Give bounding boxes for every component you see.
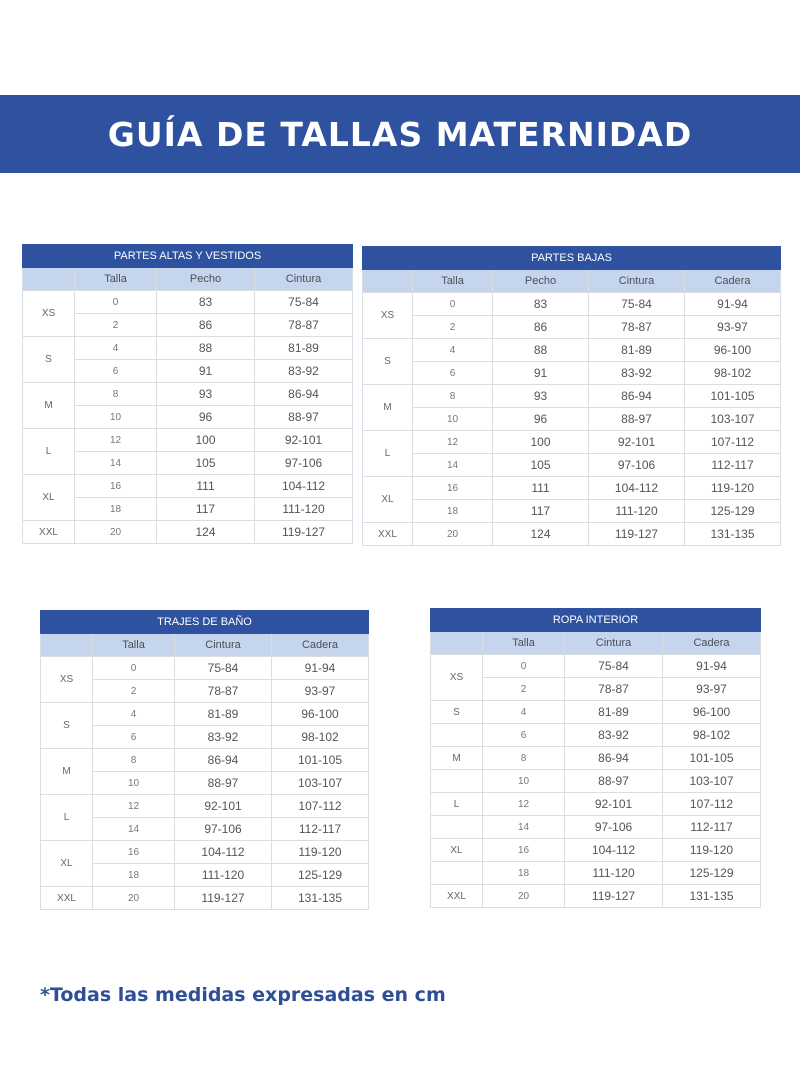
table-row (41, 703, 369, 726)
measure-cell: 88 (157, 337, 255, 360)
size-label: M (431, 747, 483, 770)
measure-cell: 88-97 (565, 770, 663, 793)
column-header: Talla (483, 632, 565, 655)
measure-cell: 86-94 (589, 385, 685, 408)
talla-cell: 16 (413, 477, 493, 500)
table-title: PARTES ALTAS Y VESTIDOS (23, 245, 353, 268)
measure-cell: 86-94 (175, 749, 272, 772)
measure-cell: 104-112 (255, 475, 353, 498)
measure-cell: 91-94 (685, 293, 781, 316)
column-header: Talla (93, 634, 175, 657)
size-label: M (41, 749, 93, 795)
talla-cell: 0 (75, 291, 157, 314)
measure-cell: 112-117 (663, 816, 761, 839)
talla-cell: 8 (75, 383, 157, 406)
measure-cell: 125-129 (272, 864, 369, 887)
measure-cell: 81-89 (589, 339, 685, 362)
page-title: GUÍA DE TALLAS MATERNIDAD (107, 114, 693, 154)
measure-cell: 107-112 (272, 795, 369, 818)
size-label (431, 816, 483, 839)
talla-cell: 8 (413, 385, 493, 408)
measure-cell: 91 (157, 360, 255, 383)
size-label: S (431, 701, 483, 724)
talla-cell: 4 (413, 339, 493, 362)
talla-cell: 0 (413, 293, 493, 316)
table-row (23, 291, 353, 314)
measure-cell: 111-120 (565, 862, 663, 885)
measure-cell: 86-94 (565, 747, 663, 770)
size-label: L (23, 429, 75, 475)
measure-cell: 93-97 (685, 316, 781, 339)
column-header: Talla (75, 268, 157, 291)
table-row (431, 839, 761, 862)
measure-cell: 91-94 (272, 657, 369, 680)
measure-cell: 93 (157, 383, 255, 406)
measure-cell: 104-112 (565, 839, 663, 862)
measure-cell: 107-112 (685, 431, 781, 454)
size-label: XL (41, 841, 93, 887)
size-label: S (41, 703, 93, 749)
measure-cell: 78-87 (175, 680, 272, 703)
talla-cell: 18 (413, 500, 493, 523)
measure-cell: 98-102 (685, 362, 781, 385)
measure-cell: 83 (157, 291, 255, 314)
measure-cell: 119-127 (255, 521, 353, 544)
table-row (363, 408, 781, 431)
measure-cell: 88-97 (175, 772, 272, 795)
measure-cell: 96-100 (272, 703, 369, 726)
size-label (431, 724, 483, 747)
size-label: XXL (431, 885, 483, 908)
table-row (41, 795, 369, 818)
measure-cell: 75-84 (589, 293, 685, 316)
size-label: XS (41, 657, 93, 703)
measure-cell: 86 (493, 316, 589, 339)
measure-cell: 92-101 (589, 431, 685, 454)
talla-cell: 20 (75, 521, 157, 544)
table-row (431, 701, 761, 724)
measure-cell: 93-97 (272, 680, 369, 703)
measure-cell: 101-105 (272, 749, 369, 772)
talla-cell: 8 (93, 749, 175, 772)
table-row (363, 477, 781, 500)
talla-cell: 12 (413, 431, 493, 454)
measure-cell: 103-107 (663, 770, 761, 793)
column-header: Cintura (255, 268, 353, 291)
table-row (41, 657, 369, 680)
table-row (363, 362, 781, 385)
column-header: Cadera (272, 634, 369, 657)
column-header (431, 632, 483, 655)
table-row (41, 887, 369, 910)
talla-cell: 6 (483, 724, 565, 747)
talla-cell: 2 (483, 678, 565, 701)
talla-cell: 14 (413, 454, 493, 477)
table-row (431, 724, 761, 747)
talla-cell: 16 (93, 841, 175, 864)
measure-cell: 103-107 (272, 772, 369, 795)
column-header (363, 270, 413, 293)
table-row (23, 337, 353, 360)
measure-cell: 83-92 (589, 362, 685, 385)
table-row (363, 500, 781, 523)
talla-cell: 10 (483, 770, 565, 793)
table-row (431, 747, 761, 770)
table-row (23, 429, 353, 452)
talla-cell: 12 (75, 429, 157, 452)
measure-cell: 83 (493, 293, 589, 316)
measure-cell: 119-120 (663, 839, 761, 862)
talla-cell: 16 (483, 839, 565, 862)
size-label: XS (431, 655, 483, 701)
column-header: Cintura (565, 632, 663, 655)
size-label: XXL (41, 887, 93, 910)
talla-cell: 14 (75, 452, 157, 475)
table-title: TRAJES DE BAÑO (41, 611, 369, 634)
measure-cell: 111-120 (175, 864, 272, 887)
measure-cell: 98-102 (272, 726, 369, 749)
size-label: S (23, 337, 75, 383)
measure-cell: 124 (493, 523, 589, 546)
measure-cell: 111-120 (589, 500, 685, 523)
measure-cell: 78-87 (565, 678, 663, 701)
talla-cell: 14 (93, 818, 175, 841)
table-title: ROPA INTERIOR (431, 609, 761, 632)
talla-cell: 8 (483, 747, 565, 770)
measure-cell: 88 (493, 339, 589, 362)
measure-cell: 100 (157, 429, 255, 452)
measure-cell: 97-106 (255, 452, 353, 475)
measure-cell: 111 (493, 477, 589, 500)
measure-cell: 131-135 (272, 887, 369, 910)
size-label: XXL (23, 521, 75, 544)
measure-cell: 107-112 (663, 793, 761, 816)
measure-cell: 92-101 (255, 429, 353, 452)
table-row (431, 885, 761, 908)
size-label: S (363, 339, 413, 385)
talla-cell: 2 (93, 680, 175, 703)
measure-cell: 119-127 (175, 887, 272, 910)
table-trajes-de-bano (40, 610, 369, 910)
talla-cell: 10 (413, 408, 493, 431)
measure-cell: 104-112 (175, 841, 272, 864)
table-title: PARTES BAJAS (363, 247, 781, 270)
measure-cell: 100 (493, 431, 589, 454)
talla-cell: 0 (93, 657, 175, 680)
measure-cell: 97-106 (175, 818, 272, 841)
column-header-row (431, 632, 761, 655)
talla-cell: 20 (93, 887, 175, 910)
size-label (431, 770, 483, 793)
measure-cell: 88-97 (589, 408, 685, 431)
column-header (23, 268, 75, 291)
talla-cell: 6 (93, 726, 175, 749)
talla-cell: 18 (483, 862, 565, 885)
talla-cell: 20 (483, 885, 565, 908)
column-header: Cintura (175, 634, 272, 657)
size-label: M (363, 385, 413, 431)
measure-cell: 101-105 (663, 747, 761, 770)
measure-cell: 97-106 (589, 454, 685, 477)
table-row (363, 339, 781, 362)
measure-cell: 104-112 (589, 477, 685, 500)
size-label: XS (23, 291, 75, 337)
measure-cell: 96-100 (685, 339, 781, 362)
table-row (363, 431, 781, 454)
measure-cell: 96-100 (663, 701, 761, 724)
table-row (431, 793, 761, 816)
table-row (431, 816, 761, 839)
measure-cell: 117 (157, 498, 255, 521)
size-label: L (363, 431, 413, 477)
measure-cell: 125-129 (663, 862, 761, 885)
talla-cell: 6 (413, 362, 493, 385)
talla-cell: 18 (93, 864, 175, 887)
table-title-row (23, 245, 353, 268)
size-label: XXL (363, 523, 413, 546)
measure-cell: 103-107 (685, 408, 781, 431)
table-row (23, 383, 353, 406)
talla-cell: 0 (483, 655, 565, 678)
measure-cell: 111 (157, 475, 255, 498)
table-partes-altas (22, 244, 353, 544)
title-banner (0, 95, 800, 173)
measure-cell: 75-84 (175, 657, 272, 680)
measure-cell: 92-101 (175, 795, 272, 818)
measure-cell: 96 (493, 408, 589, 431)
column-header: Pecho (493, 270, 589, 293)
talla-cell: 4 (93, 703, 175, 726)
talla-cell: 6 (75, 360, 157, 383)
talla-cell: 12 (483, 793, 565, 816)
measure-cell: 78-87 (589, 316, 685, 339)
talla-cell: 20 (413, 523, 493, 546)
talla-cell: 12 (93, 795, 175, 818)
measure-cell: 117 (493, 500, 589, 523)
talla-cell: 2 (75, 314, 157, 337)
talla-cell: 10 (75, 406, 157, 429)
measure-cell: 119-120 (272, 841, 369, 864)
size-label: XL (23, 475, 75, 521)
size-label: XL (431, 839, 483, 862)
measure-cell: 112-117 (272, 818, 369, 841)
talla-cell: 18 (75, 498, 157, 521)
talla-cell: 4 (483, 701, 565, 724)
measure-cell: 81-89 (255, 337, 353, 360)
measure-cell: 131-135 (663, 885, 761, 908)
table-title-row (363, 247, 781, 270)
table-row (23, 475, 353, 498)
measure-cell: 93-97 (663, 678, 761, 701)
column-header: Cadera (685, 270, 781, 293)
measure-cell: 83-92 (175, 726, 272, 749)
size-label: L (41, 795, 93, 841)
table-row (363, 316, 781, 339)
table-row (41, 841, 369, 864)
measure-cell: 105 (493, 454, 589, 477)
measure-cell: 86 (157, 314, 255, 337)
talla-cell: 14 (483, 816, 565, 839)
size-label: XS (363, 293, 413, 339)
measure-cell: 92-101 (565, 793, 663, 816)
talla-cell: 10 (93, 772, 175, 795)
measure-cell: 83-92 (565, 724, 663, 747)
column-header: Pecho (157, 268, 255, 291)
size-label: M (23, 383, 75, 429)
measure-cell: 125-129 (685, 500, 781, 523)
table-partes-bajas (362, 246, 781, 546)
measure-cell: 131-135 (685, 523, 781, 546)
column-header: Cintura (589, 270, 685, 293)
table-row (363, 385, 781, 408)
column-header (41, 634, 93, 657)
size-label (431, 862, 483, 885)
measure-cell: 81-89 (175, 703, 272, 726)
measure-cell: 97-106 (565, 816, 663, 839)
size-label: L (431, 793, 483, 816)
measure-cell: 91-94 (663, 655, 761, 678)
measure-cell: 111-120 (255, 498, 353, 521)
size-label: XL (363, 477, 413, 523)
column-header-row (23, 268, 353, 291)
talla-cell: 4 (75, 337, 157, 360)
measure-cell: 78-87 (255, 314, 353, 337)
measure-cell: 119-127 (565, 885, 663, 908)
measure-cell: 112-117 (685, 454, 781, 477)
measure-cell: 86-94 (255, 383, 353, 406)
table-title-row (431, 609, 761, 632)
table-row (431, 770, 761, 793)
measure-cell: 93 (493, 385, 589, 408)
footnote: *Todas las medidas expresadas en cm (40, 984, 446, 1006)
column-header-row (363, 270, 781, 293)
column-header-row (41, 634, 369, 657)
measure-cell: 98-102 (663, 724, 761, 747)
table-ropa-interior (430, 608, 761, 908)
measure-cell: 81-89 (565, 701, 663, 724)
table-row (363, 293, 781, 316)
measure-cell: 83-92 (255, 360, 353, 383)
table-row (41, 749, 369, 772)
table-row (363, 523, 781, 546)
measure-cell: 101-105 (685, 385, 781, 408)
column-header: Talla (413, 270, 493, 293)
measure-cell: 119-127 (589, 523, 685, 546)
column-header: Cadera (663, 632, 761, 655)
table-title-row (41, 611, 369, 634)
measure-cell: 105 (157, 452, 255, 475)
measure-cell: 124 (157, 521, 255, 544)
measure-cell: 119-120 (685, 477, 781, 500)
table-row (363, 454, 781, 477)
table-row (431, 655, 761, 678)
talla-cell: 2 (413, 316, 493, 339)
talla-cell: 16 (75, 475, 157, 498)
measure-cell: 75-84 (565, 655, 663, 678)
table-row (431, 862, 761, 885)
measure-cell: 96 (157, 406, 255, 429)
table-row (23, 521, 353, 544)
measure-cell: 88-97 (255, 406, 353, 429)
measure-cell: 75-84 (255, 291, 353, 314)
measure-cell: 91 (493, 362, 589, 385)
